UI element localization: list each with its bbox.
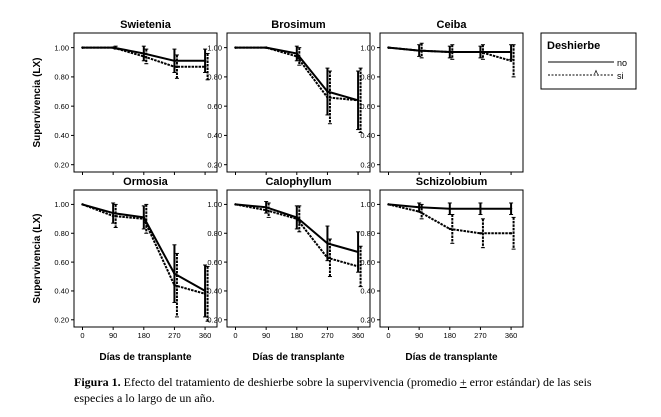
plot-frame: [74, 190, 217, 327]
caption-label: Figura 1.: [74, 375, 121, 389]
y-tick-label: 0.20: [360, 315, 375, 325]
x-axis-label: Días de transplante: [405, 352, 498, 363]
caption-line-2: [74, 390, 592, 406]
x-tick-label: 270: [321, 331, 334, 340]
x-tick-label: 360: [504, 331, 518, 340]
figure-caption: [74, 374, 592, 406]
y-tick-label: 0.80: [207, 228, 222, 238]
data-point-si: [449, 228, 451, 230]
y-tick-label: 0.60: [54, 257, 69, 267]
plot-frame: [227, 33, 370, 172]
x-tick-label: 180: [137, 331, 151, 340]
y-tick-label: 0.60: [207, 257, 222, 267]
y-tick-label: 0.40: [360, 131, 375, 141]
y-tick-label: 0.80: [54, 228, 69, 238]
y-tick-label: 1.00: [360, 200, 375, 210]
y-tick-label: 0.20: [360, 160, 375, 170]
panel-title: Calophyllum: [265, 176, 332, 188]
y-axis-label: Supervivencia (LX): [32, 57, 43, 148]
data-point-si: [357, 265, 359, 267]
x-tick-label: 90: [261, 331, 271, 340]
data-point-si: [479, 232, 481, 234]
y-tick-label: 0.80: [54, 72, 69, 82]
caption-text-1: Efecto del tratamiento de deshierbe sobre la supervivencia (promedio: [123, 375, 457, 389]
data-point-si: [143, 55, 145, 57]
panel-title: Schizolobium: [415, 176, 488, 188]
data-point-si: [112, 46, 114, 48]
data-point-si: [326, 257, 328, 259]
data-point-si: [479, 51, 481, 53]
data-point-si: [173, 284, 175, 286]
y-tick-label: 0.40: [360, 286, 375, 296]
panel-swietenia: [32, 19, 217, 175]
y-tick-label: 0.60: [360, 257, 375, 267]
panel-ormosia: [32, 176, 217, 363]
data-point-si: [449, 51, 451, 53]
data-point-si: [173, 65, 175, 67]
data-point-si: [81, 46, 83, 48]
panel-schizolobium: [360, 176, 523, 363]
panel-title: Ormosia: [123, 176, 168, 188]
y-tick-label: 0.20: [54, 315, 69, 325]
legend-title: Deshierbe: [547, 40, 601, 52]
y-axis-label: Supervivencia (LX): [32, 213, 43, 304]
y-tick-label: 1.00: [54, 200, 69, 210]
y-tick-label: 0.20: [207, 315, 222, 325]
data-point-si: [326, 96, 328, 98]
x-axis-label: Días de transplante: [252, 352, 345, 363]
data-point-si: [112, 215, 114, 217]
caption-text-2: error estándar) de las seis: [469, 375, 592, 389]
legend: [541, 33, 636, 89]
y-tick-label: 0.80: [207, 72, 222, 82]
data-point-si: [387, 46, 389, 48]
y-tick-label: 0.40: [207, 131, 222, 141]
y-tick-label: 0.60: [207, 101, 222, 111]
data-point-si: [234, 46, 236, 48]
data-point-si: [265, 209, 267, 211]
y-tick-label: 0.20: [207, 160, 222, 170]
y-tick-label: 1.00: [207, 200, 222, 210]
x-axis-label: Días de transplante: [99, 352, 192, 363]
data-point-si: [418, 49, 420, 51]
panels-group: [32, 19, 523, 363]
y-tick-label: 0.40: [207, 286, 222, 296]
data-point-si: [387, 203, 389, 205]
y-tick-label: 0.60: [360, 101, 375, 111]
data-point-si: [204, 293, 206, 295]
data-point-si: [234, 203, 236, 205]
x-tick-label: 90: [108, 331, 118, 340]
data-point-si: [204, 65, 206, 67]
panel-calophyllum: [207, 176, 370, 363]
data-point-si: [418, 210, 420, 212]
plus-minus-symbol: +: [459, 375, 467, 389]
data-point-si: [296, 55, 298, 57]
x-tick-label: 180: [443, 331, 457, 340]
y-tick-label: 1.00: [54, 43, 69, 53]
plot-frame: [380, 190, 523, 327]
y-tick-label: 1.00: [360, 43, 375, 53]
y-tick-label: 0.40: [54, 131, 69, 141]
x-tick-label: 90: [414, 331, 424, 340]
legend-label-si: si: [617, 71, 624, 81]
x-tick-label: 360: [198, 331, 212, 340]
data-point-si: [357, 99, 359, 101]
x-tick-label: 0: [386, 331, 391, 340]
panel-title: Swietenia: [120, 19, 171, 31]
data-point-si: [143, 218, 145, 220]
x-tick-label: 270: [168, 331, 181, 340]
data-point-si: [510, 60, 512, 62]
panel-title: Ceiba: [436, 19, 467, 31]
x-tick-label: 0: [233, 331, 238, 340]
data-point-si: [510, 232, 512, 234]
panel-title: Brosimum: [271, 19, 326, 31]
data-point-si: [296, 218, 298, 220]
y-tick-label: 1.00: [207, 43, 222, 53]
x-tick-label: 180: [290, 331, 304, 340]
panel-ceiba: [360, 19, 523, 175]
y-tick-label: 0.80: [360, 228, 375, 238]
data-point-si: [81, 203, 83, 205]
y-tick-label: 0.40: [54, 286, 69, 296]
panel-brosimum: [207, 19, 370, 175]
x-tick-label: 360: [351, 331, 365, 340]
y-tick-label: 0.20: [54, 160, 69, 170]
data-point-si: [265, 46, 267, 48]
caption-line-1: [74, 374, 592, 390]
caption-text-3: especies a lo largo de un año.: [74, 391, 215, 405]
legend-label-no: no: [617, 58, 628, 68]
y-tick-label: 0.80: [360, 72, 375, 82]
x-tick-label: 0: [80, 331, 85, 340]
y-tick-label: 0.60: [54, 101, 69, 111]
x-tick-label: 270: [474, 331, 487, 340]
